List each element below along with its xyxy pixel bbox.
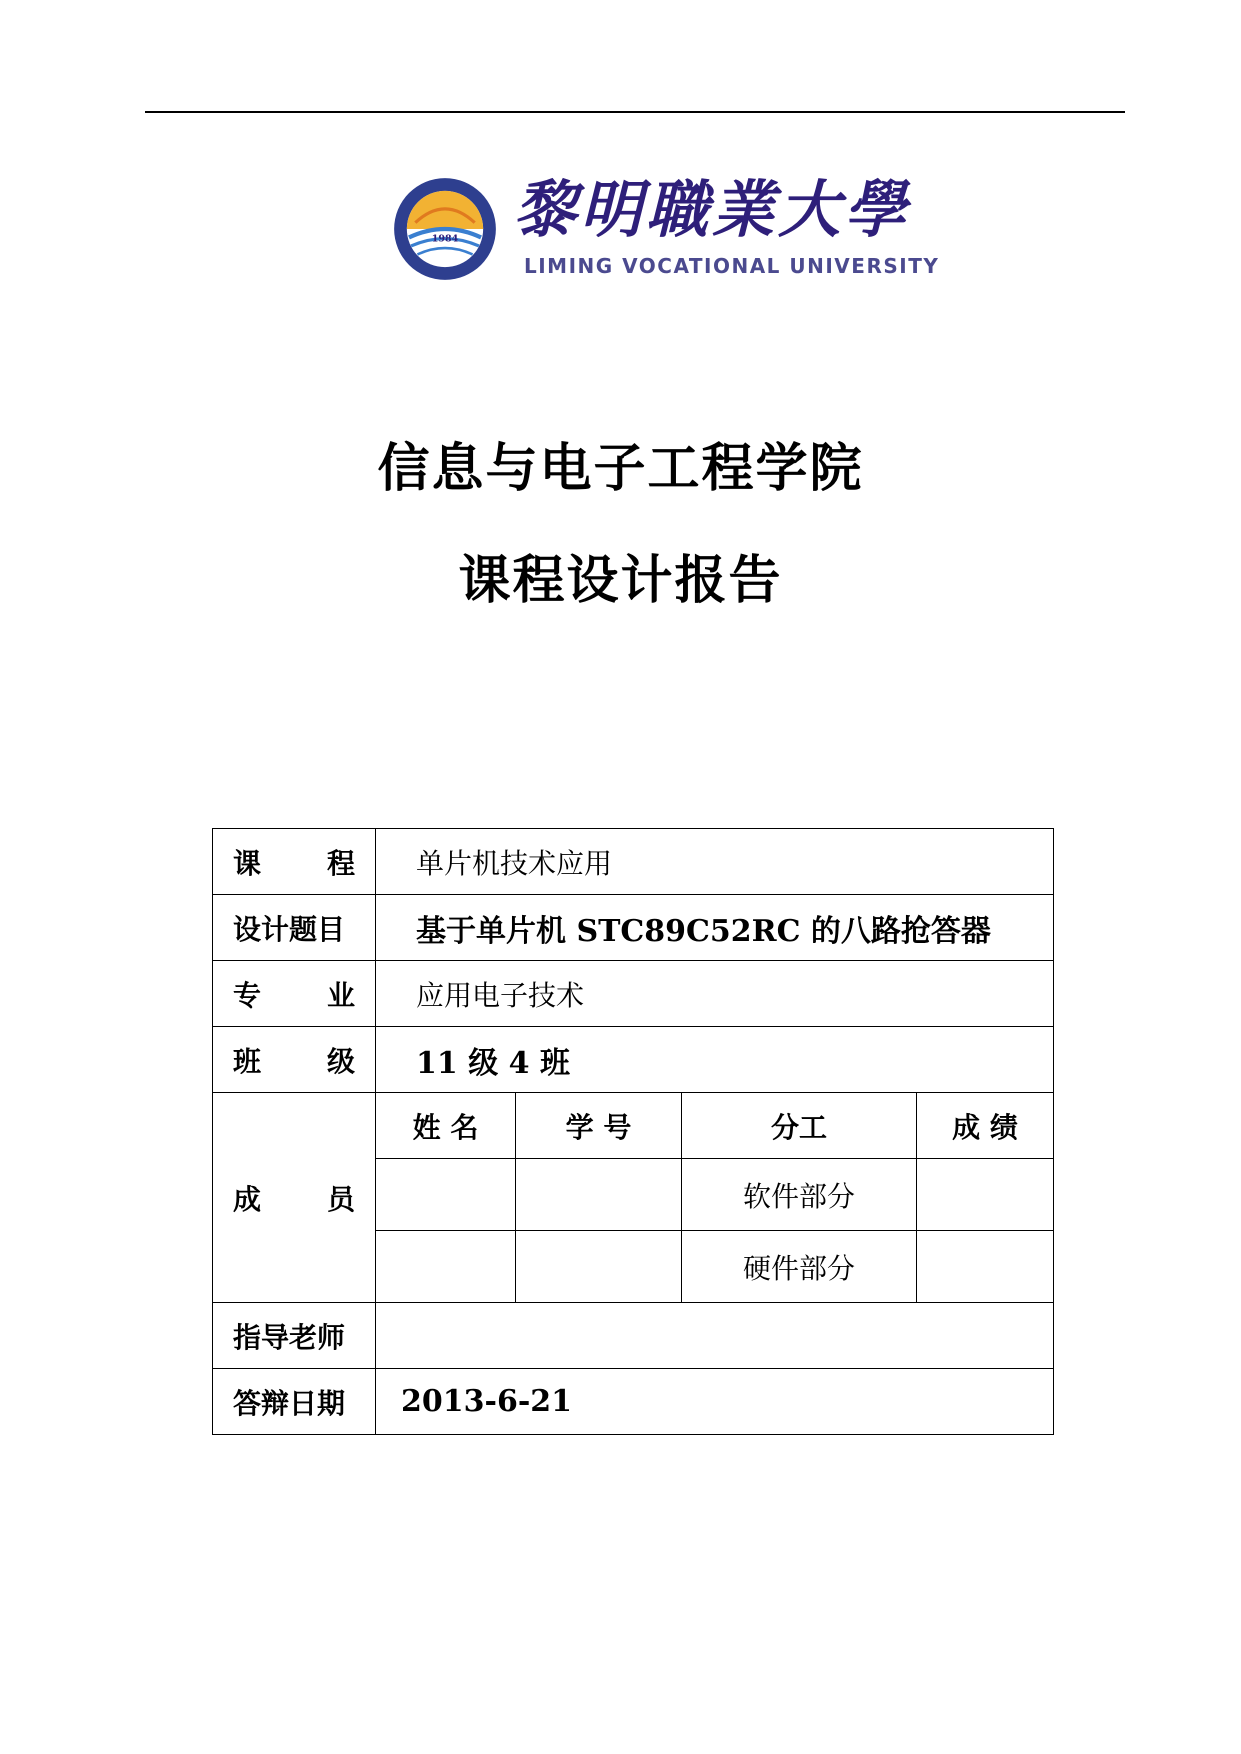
university-seal-icon [392,176,498,282]
class-value: 11 级 4 班 [376,1027,1054,1093]
class-label: 班 级 [213,1027,376,1093]
major-value: 应用电子技术 [376,961,1054,1027]
topic-row [213,895,1054,961]
member-division-cell: 硬件部分 [682,1231,917,1303]
advisor-row [213,1303,1054,1369]
seal-year: 1984 [431,233,459,245]
member-division-header: 分工 [682,1093,917,1159]
report-title: 课程设计报告 [458,551,783,611]
member-score-cell [917,1159,1054,1231]
members-label: 成 员 [213,1093,376,1303]
major-label: 专 业 [213,961,376,1027]
header-rule [145,111,1125,113]
course-value: 单片机技术应用 [376,829,1054,895]
defense-date-value: 2013-6-21 [376,1369,1054,1435]
topic-label: 设计题目 [213,895,376,961]
member-id-header: 学 号 [516,1093,682,1159]
university-name-en: LIMING VOCATIONAL UNIVERSITY [524,254,940,278]
member-name-cell [376,1159,516,1231]
college-title: 信息与电子工程学院 [377,439,864,499]
university-logo [392,170,940,290]
major-row [213,961,1054,1027]
course-row [213,829,1054,895]
report-info-table [212,828,1054,1435]
member-score-cell [917,1231,1054,1303]
member-id-cell [516,1159,682,1231]
member-name-header: 姓 名 [376,1093,516,1159]
advisor-label: 指导老师 [213,1303,376,1369]
class-row [213,1027,1054,1093]
member-division-cell: 软件部分 [682,1159,917,1231]
defense-date-row [213,1369,1054,1435]
member-score-header: 成 绩 [917,1093,1054,1159]
members-header-row [213,1093,1054,1159]
member-name-cell [376,1231,516,1303]
course-label: 课 程 [213,829,376,895]
member-id-cell [516,1231,682,1303]
defense-date-label: 答辩日期 [213,1369,376,1435]
university-name-cn: 黎明職業大學 [514,173,911,246]
advisor-value [376,1303,1054,1369]
topic-value: 基于单片机 STC89C52RC 的八路抢答器 [376,895,1054,961]
